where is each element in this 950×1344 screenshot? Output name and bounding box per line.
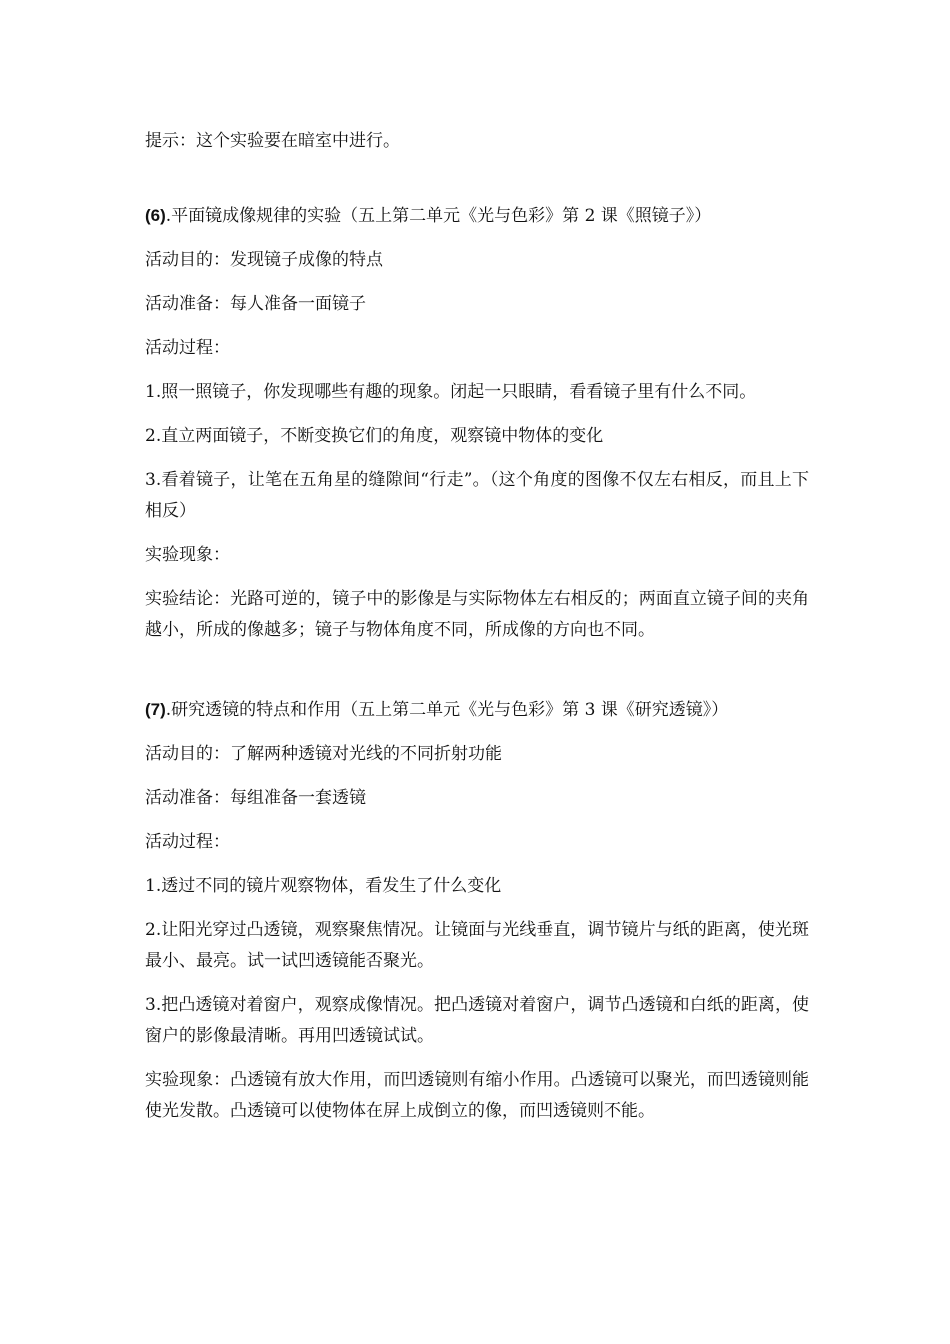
hint-text: 提示：这个实验要在暗室中进行。 — [145, 131, 400, 151]
section-7-preparation: 活动准备：每组准备一套透镜 — [145, 788, 366, 808]
section-6-purpose: 活动目的：发现镜子成像的特点 — [145, 250, 383, 270]
section-7-phenomenon: 实验现象：凸透镜有放大作用，而凹透镜则有缩小作用。凸透镜可以聚光，而凹透镜则能使光发散。凸透镜可以使物体在屏上成倒立的像，而凹透镜则不能。 — [145, 1070, 809, 1121]
section-6-phenomenon: 实验现象： — [145, 545, 230, 565]
document-content — [145, 126, 809, 1140]
section-7-title: .研究透镜的特点和作用（五上第二单元《光与色彩》第 3 课《研究透镜》） — [165, 700, 729, 720]
section-6-preparation: 活动准备：每人准备一面镜子 — [145, 294, 366, 314]
section-7-heading — [145, 694, 809, 726]
section-7-step-1: 1.透过不同的镜片观察物体，看发生了什么变化 — [145, 876, 502, 896]
section-6-process-label: 活动过程： — [145, 338, 230, 358]
section-6-conclusion: 实验结论：光路可逆的，镜子中的影像是与实际物体左右相反的；两面直立镜子间的夹角越小，所成的像越多；镜子与物体角度不同，所成像的方向也不同。 — [145, 589, 809, 640]
section-7-step-3: 3.把凸透镜对着窗户，观察成像情况。把凸透镜对着窗户，调节凸透镜和白纸的距离，使窗户的影像最清晰。再用凹透镜试试。 — [145, 995, 809, 1046]
section-6-step-1: 1.照一照镜子，你发现哪些有趣的现象。闭起一只眼睛，看看镜子里有什么不同。 — [145, 382, 757, 402]
section-7-process-label: 活动过程： — [145, 832, 230, 852]
section-6-title: .平面镜成像规律的实验（五上第二单元《光与色彩》第 2 课《照镜子》） — [165, 206, 712, 226]
section-7-step-2: 2.让阳光穿过凸透镜，观察聚焦情况。让镜面与光线垂直，调节镜片与纸的距离，使光斑最小、最亮。试一试凹透镜能否聚光。 — [145, 920, 809, 971]
section-6-step-2: 2.直立两面镜子，不断变换它们的角度，观察镜中物体的变化 — [145, 426, 604, 446]
section-6-step-3: 3.看着镜子，让笔在五角星的缝隙间“行走”。（这个角度的图像不仅左右相反，而且上下相反） — [145, 470, 809, 521]
section-7-number: (7) — [145, 700, 166, 719]
section-6-number: (6) — [145, 206, 166, 225]
section-6-heading — [145, 200, 809, 232]
section-7-purpose: 活动目的：了解两种透镜对光线的不同折射功能 — [145, 744, 502, 764]
